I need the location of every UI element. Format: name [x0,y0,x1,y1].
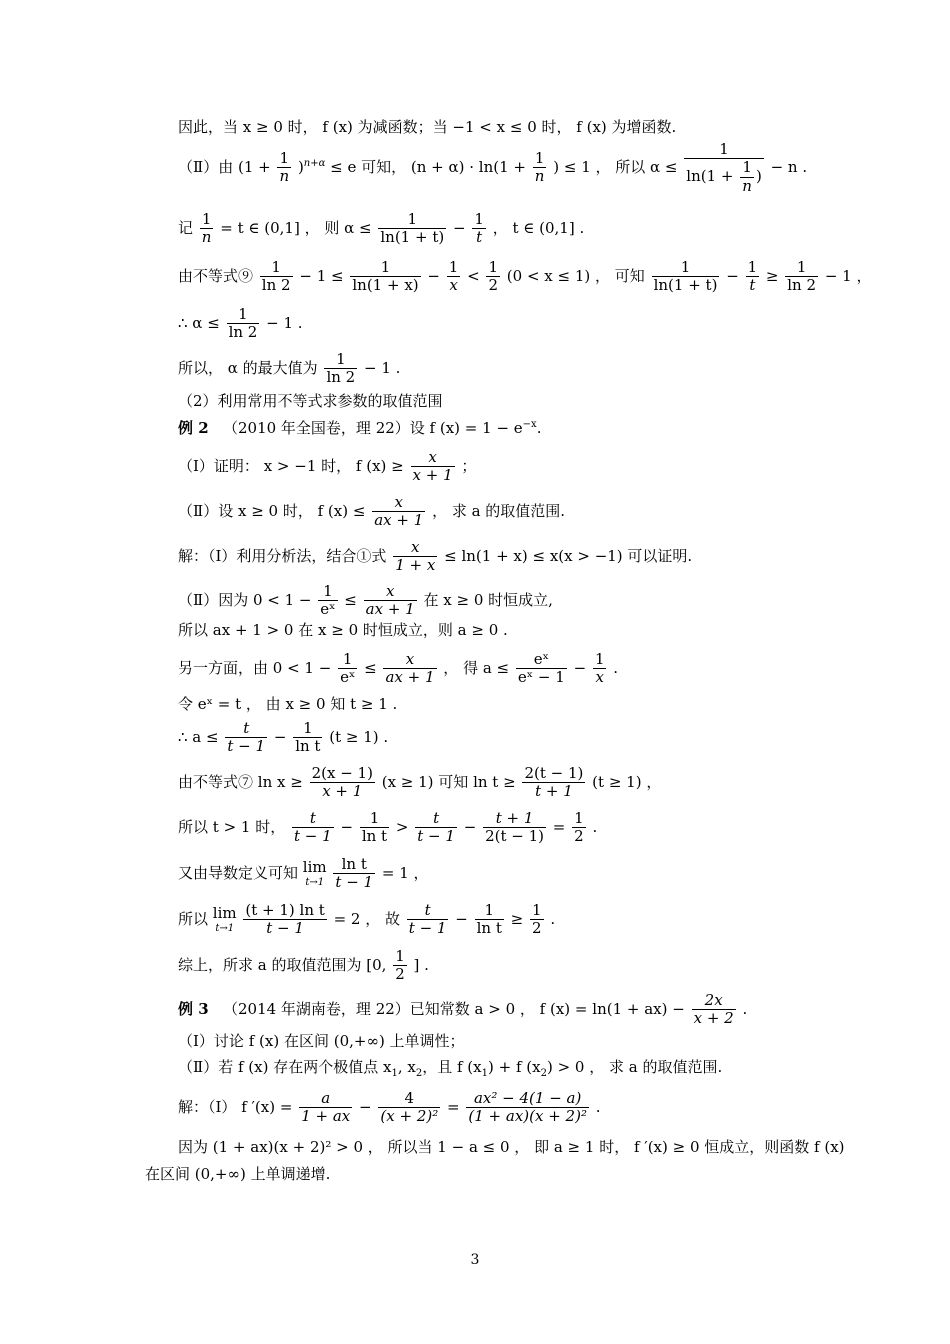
fraction: $\frac{2(x - 1)}{x + 1}$ [311,764,373,801]
fraction: $\frac{x}{ax + 1}$ [365,582,415,619]
fraction: $\frac{1}{2}$ [574,809,584,846]
text-line: 另一方面，由 0 < 1 − $\frac{1}{\text{eˣ}}$ ≤ $\frac{x}{ax + 1}$ ， 得 a ≤ $\frac{\text{eˣ}}{\text{eˣ − 1}}$ − $\frac{1}{x}$ . [178,650,619,687]
fraction: $\frac{1}{n}$ [534,149,545,186]
text-line: 记 $\frac{1}{n}$ = t ∈ (0,1] ， 则 α ≤ $\frac{1}{\ln(1 + t)}$ − $\frac{1}{t}$ ， t ∈ (0,1] . [178,210,585,247]
limit: lim t→1 [302,857,327,888]
text-line: 所以 ax + 1 > 0 在 x ≥ 0 时恒成立，则 a ≥ 0 . [178,621,508,639]
fraction: $\frac{1}{2}$ [488,258,499,295]
text-line: 所以 lim t→1 $\frac{\text{(t + 1) ln t}}{t - 1}$ = 2 ， 故 $\frac{t}{t - 1}$ − $\frac{1}{\text{ln t}}$ ≥ $\frac{1}{2}$ . [178,901,556,938]
fraction: $\frac{\text{ln t}}{t - 1}$ [335,855,374,892]
fraction: $\frac{1}{\ln 2}$ [228,305,258,342]
fraction: $\frac{t}{t - 1}$ [227,719,266,756]
text-line: 由不等式⑦ ln x ≥ $\frac{2(x - 1)}{x + 1}$ (x ≥ 1) 可知 ln t ≥ $\frac{2(t - 1)}{t + 1}$ (t ≥ 1) ， [178,764,662,801]
fraction: $\frac{1}{\ln(1 + x)}$ [352,258,419,295]
text-line: （Ⅰ）讨论 f (x) 在区间 (0,+∞) 上单调性； [178,1032,465,1050]
text-line: 所以 t > 1 时， $\frac{t}{t - 1}$ − $\frac{1}{\text{ln t}}$ > $\frac{t}{t - 1}$ − $\frac{t + 1}{2(t - 1)}$ = $\frac{1}{2}$ . [178,809,598,846]
fraction: $\frac{1}{\text{eˣ}}$ [320,582,336,619]
text-line: 因为 (1 + ax)(x + 2)² > 0 ， 所以当 1 − a ≤ 0 ， 即 a ≥ 1 时， f ′(x) ≥ 0 恒成立，则函数 f (x) [178,1138,845,1156]
text-line: 在区间 (0,+∞) 上单调递增. [145,1165,331,1183]
fraction: $\frac{1}{\ln(1 + t)}$ [653,258,718,295]
fraction: $\frac{1}{\text{eˣ}}$ [340,650,356,687]
text-line: （Ⅰ）证明： x > −1 时， f (x) ≥ $\frac{x}{x + 1}$ ； [178,448,477,485]
fraction: $\frac{2x}{x + 2}$ [693,991,734,1028]
fraction: $\frac{1}{\ln 2}$ [787,258,817,295]
text-line: （Ⅱ）若 f (x) 存在两个极值点 $x_1$, $x_2$，且 f $(x_1) + f$ $(x_2) > 0$ ， 求 a 的取值范围. [178,1058,723,1079]
text-line: 综上，所求 a 的取值范围为 [0, $\frac{1}{2}$ ] . [178,947,429,984]
fraction: 1 ln(1 + $\frac{1}{n}$ ) [686,140,762,195]
text-line: 由不等式⑨ $\frac{1}{\ln 2}$ − 1 ≤ $\frac{1}{\ln(1 + x)}$ − $\frac{1}{x}$ < $\frac{1}{2}$ (0 < x ≤ 1) ， 可知 $\frac{1}{\ln(1 + t)}$ − $\frac{1}{t}$ ≥ $\frac{1}{\ln 2}$ − 1 ， [178,258,872,295]
fraction: $\frac{x}{1 + x}$ [395,538,436,575]
fraction: $\frac{2(t - 1)}{t + 1}$ [524,764,584,801]
text-line: （Ⅱ）设 x ≥ 0 时， f (x) ≤ $\frac{x}{ax + 1}$ ， 求 a 的取值范围. [178,493,566,530]
fraction: $\frac{x}{ax + 1}$ [374,493,424,530]
fraction: $\frac{\text{(t + 1) ln t}}{t - 1}$ [245,901,325,938]
text-line: 例 3 （2014 年湖南卷，理 22）已知常数 a > 0 ， f (x) = ln(1 + ax) − $\frac{2x}{x + 2}$ . [178,991,748,1028]
text-line: （Ⅱ）因为 0 < 1 − $\frac{1}{\text{eˣ}}$ ≤ $\frac{x}{ax + 1}$ 在 x ≥ 0 时恒成立, [178,582,553,619]
text-line: （Ⅱ）由 (1 + $\frac{1}{n}$ )$^{n+\alpha}$ ≤ e 可知， (n + α) · ln(1 + $\frac{1}{n}$ ) ≤ 1 ， 所以 α ≤ 1 ln(1 + $\frac{1}{n}$ ) − n . [178,140,808,195]
fraction: $\frac{t}{t - 1}$ [417,809,455,846]
fraction: $\frac{1}{n}$ [201,210,212,247]
fraction: $\frac{1}{x}$ [448,258,459,295]
text-line: 解：（Ⅰ） f ′(x) = $\frac{a}{1 + ax}$ − $\frac{4}{\text{(x + 2)²}}$ = $\frac{\text{ax² − 4(1 − a)}}{\text{(1 + ax)(x + 2)²}}$ . [178,1089,601,1126]
text-line: 例 2 （2010 年全国卷，理 22）设 f $(x) = 1 - e^{-x}$. [178,419,542,437]
page-number: 3 [470,1252,480,1268]
fraction: $\frac{1}{x}$ [594,650,605,687]
fraction: $\frac{1}{\text{ln t}}$ [361,809,388,846]
fraction: $\frac{t + 1}{2(t - 1)}$ [485,809,544,846]
fraction: $\frac{t}{t - 1}$ [294,809,332,846]
text-line: 又由导数定义可知 lim t→1 $\frac{\text{ln t}}{t - 1}$ = 1 ， [178,855,429,892]
fraction: $\frac{1}{2}$ [532,901,542,938]
fraction: $\frac{4}{\text{(x + 2)²}}$ [380,1089,439,1126]
text-line: 因此，当 x ≥ 0 时， f (x) 为减函数；当 −1 < x ≤ 0 时， f (x) 为增函数. [178,118,677,136]
fraction: $\frac{\text{ax² − 4(1 − a)}}{\text{(1 + ax)(x + 2)²}}$ [468,1089,587,1126]
fraction: $\frac{1}{\ln(1 + t)}$ [380,210,445,247]
fraction: $\frac{1}{\text{ln t}}$ [476,901,502,938]
fraction: $\frac{1}{t}$ [474,210,484,247]
fraction: $\frac{x}{x + 1}$ [412,448,453,485]
fraction: $\frac{1}{2}$ [395,947,405,984]
text-line: 所以， α 的最大值为 $\frac{1}{\ln 2}$ − 1 . [178,350,401,387]
limit: lim t→1 [212,903,237,934]
text-line: ∴ a ≤ $\frac{t}{t - 1}$ − $\frac{1}{\text{ln t}}$ (t ≥ 1) . [178,719,389,756]
fraction: $\frac{\text{eˣ}}{\text{eˣ − 1}}$ [517,650,565,687]
fraction: $\frac{1}{n}$ [279,149,290,186]
text-line: ∴ α ≤ $\frac{1}{\ln 2}$ − 1 . [178,305,303,342]
text-line: 令 eˣ = t ， 由 x ≥ 0 知 t ≥ 1 . [178,695,398,713]
fraction: $\frac{1}{\ln 2}$ [326,350,356,387]
fraction: $\frac{1}{\text{ln t}}$ [295,719,321,756]
fraction: $\frac{x}{ax + 1}$ [385,650,435,687]
section-heading: （2）利用常用不等式求参数的取值范围 [178,392,443,410]
fraction: $\frac{a}{1 + ax}$ [301,1089,351,1126]
fraction: $\frac{t}{t - 1}$ [408,901,447,938]
fraction: $\frac{1}{\ln 2}$ [261,258,291,295]
text-line: 解：（Ⅰ）利用分析法，结合①式 $\frac{x}{1 + x}$ ≤ ln(1 + x) ≤ x(x > −1) 可以证明. [178,538,693,575]
fraction: $\frac{1}{t}$ [747,258,758,295]
